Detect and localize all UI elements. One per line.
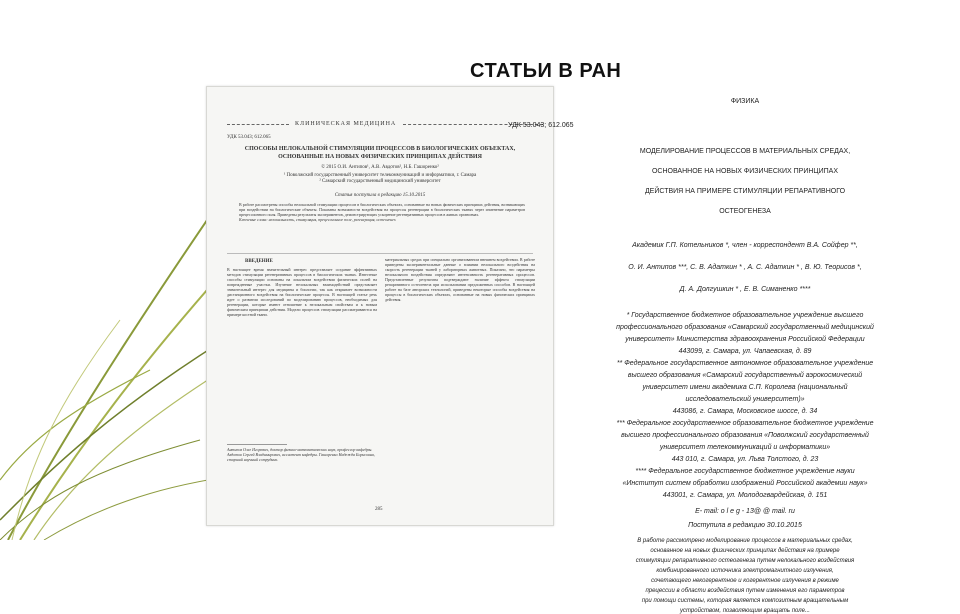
article-title-line: ОСТЕОГЕНЕЗА bbox=[719, 208, 771, 215]
article-affiliation-line: *** Федеральное государственное образовательное бюджетное учреждение bbox=[616, 420, 874, 427]
article-abstract-line: стимуляции репаративного остеогенеза путем нелокального воздействия bbox=[635, 558, 855, 564]
scan-title-line: ОСНОВАННЫЕ НА НОВЫХ ФИЗИЧЕСКИХ ПРИНЦИПАХ ДЕЙСТВИЯ bbox=[278, 154, 482, 160]
scan-divider bbox=[227, 253, 533, 254]
article-affiliation-line: 443 010, г. Самара, ул. Льва Толстого, д. 23 bbox=[671, 456, 819, 463]
article-scan bbox=[206, 86, 554, 526]
article-affiliation-line: ** Федеральное государственное автономное образовательное учреждение bbox=[616, 360, 874, 367]
article-affiliation-line: 443086, г. Самара, Московское шоссе, д. 34 bbox=[672, 408, 818, 415]
scan-affiliations bbox=[227, 173, 533, 185]
article-affiliation-line: университет имени академика С.П. Королева (национальный bbox=[642, 384, 848, 391]
article-udk: УДК 53.043; 612.065 bbox=[508, 122, 574, 129]
article-affiliation-line: 443099, г. Самара, ул. Чапаевская, д. 89 bbox=[678, 348, 812, 355]
scan-left-text: В настоящее время значительный интерес представляет создание эффективных методов стимуляции регенеративных процессов в биологических тканях. Известные способы стимуляции основаны на локальном воздействии физических полей на поврежденные участки. Изучение нелокальных взаимодействий представляет значительный интерес для медицины и биологии, так как открывает возможности дистанционного воздействия на биологические процессы. В настоящей статье речь идет о развитии исследований по моделированию процессов, необходимых для регенерации, которые имеют отношение к нелокальным свойствам и к новым физическим принципам действия. Модели процессов стимуляции рассматриваются на примере костной ткани. bbox=[227, 267, 377, 317]
article-abstract-line: основанное на новых физических принципах действия на примере bbox=[650, 548, 840, 554]
scan-abstract-text: В работе рассмотрены способы нелокальной стимуляции процессов в биологических объектах, основанные на новых физических принципах действия, возникающих при воздействии на биологические объекты. Показаны возможности воздействия на процессы регенерации в биологических тканях через изменение параметров прецессионного поля. Приведены результаты экспериментов, демонстрирующих ускорение регенеративных процессов в живых организмах. bbox=[239, 202, 525, 217]
slide-title: СТАТЬИ В РАН bbox=[470, 60, 622, 82]
article-authors-line: Академик Г.П. Котельников *, член - корреспондент В.А. Сойфер **, bbox=[632, 242, 858, 249]
article-abstract-line: комбинированного источника электромагнитного излучения, bbox=[656, 568, 834, 574]
scan-right-column bbox=[385, 257, 535, 302]
article-title-line: ОСНОВАННОЕ НА НОВЫХ ФИЗИЧЕСКИХ ПРИНЦИПАХ bbox=[651, 168, 838, 175]
scan-page-number: 285 bbox=[375, 507, 383, 512]
scan-title-line: СПОСОБЫ НЕЛОКАЛЬНОЙ СТИМУЛЯЦИИ ПРОЦЕССОВ В БИОЛОГИЧЕСКИХ ОБЪЕКТАХ, bbox=[244, 146, 516, 152]
article-abstract-line: при помощи системы, которая является композитным вращательным bbox=[641, 598, 849, 604]
scan-footnote: Антипов Олег Игоревич, доктор физико-математических наук, профессор кафедры. Авдотов Сергей Владимирович, ассистент кафедры. Гашоренко Надежда Борисовна, старший научный сотрудник. bbox=[227, 447, 377, 462]
article-affiliation-line: высшего образования «Самарский государственный аэрокосмический bbox=[627, 372, 863, 379]
article-affiliation-line: 443001, г. Самара, ул. Молодогвардейская, д. 151 bbox=[662, 492, 828, 499]
scan-rubric: КЛИНИЧЕСКАЯ МЕДИЦИНА bbox=[295, 121, 545, 127]
article-abstract-line: устройством, позволяющим вращать поле... bbox=[680, 608, 810, 614]
scan-title bbox=[227, 145, 533, 161]
article-abstract-line: В работе рассмотрено моделирование процессов в материальных средах, bbox=[637, 538, 853, 544]
article-affiliation-line: высшего профессионального образования «Поволжский государственный bbox=[621, 432, 869, 439]
scan-udk: УДК 53.043; 612.065 bbox=[227, 135, 271, 140]
article-affiliation-line: **** Федеральное государственное бюджетное учреждение науки bbox=[635, 468, 855, 475]
scan-abstract bbox=[239, 202, 525, 222]
scan-keywords: Ключевые слова: нелокальность, стимуляция, прецессионное поле, регенерация, остеогенез. bbox=[239, 217, 397, 222]
scan-affiliation-line: ¹ Поволжский государственный университет телекоммуникаций и информатики, г. Самара bbox=[283, 173, 477, 178]
article-title-line: МОДЕЛИРОВАНИЕ ПРОЦЕССОВ В МАТЕРИАЛЬНЫХ СРЕДАХ, bbox=[639, 148, 851, 155]
scan-intro-heading: ВВЕДЕНИЕ bbox=[245, 259, 273, 264]
article-authors-line: О. И. Антипов ***, С. В. Адаткин * , А. С. Адаткин * , В. Ю. Теорисов *, bbox=[628, 264, 862, 271]
article-affiliation-line: профессионального образования «Самарский государственный медицинский bbox=[616, 324, 874, 331]
article-affiliation-line: * Государственное бюджетное образовательное учреждение высшего bbox=[626, 312, 864, 319]
article-affiliation-line: «Институт систем обработки изображений Российской академии наук» bbox=[622, 480, 868, 487]
article-section: ФИЗИКА bbox=[730, 98, 760, 105]
scan-right-text: материальных средах при специально организованном внешнем воздействии. В работе приведены экспериментальные данные о влиянии нелокального воздействия на скорость регенерации тканей у лабораторных животных. Показано, что параметры нелокального воздействия определяют интенсивность регенеративных процессов. Представленные результаты подтверждают наличие эффекта стимуляции репаративного остеогенеза при использовании предложенных способов. В настоящей работе на базе авторских технологий, приведены некоторые способы воздействия на процессы в биологических объектах, основанные на новых физических принципах действия. bbox=[385, 257, 535, 302]
article-affiliation-line: университет» Министерства здравоохранения Российской Федерации bbox=[625, 336, 865, 343]
article-authors-line: Д. А. Долгушкин * , Е. В. Симаненко **** bbox=[679, 286, 811, 293]
article-title-line: ДЕЙСТВИЯ НА ПРИМЕРЕ СТИМУЛЯЦИИ РЕПАРАТИВНОГО bbox=[644, 188, 846, 195]
scan-left-column bbox=[227, 257, 377, 317]
article-received: Поступила в редакцию 30.10.2015 bbox=[688, 522, 802, 529]
scan-affiliation-line: ² Самарский государственный медицинский университет bbox=[319, 179, 441, 184]
article-abstract-line: прецессии в области воздействия путем изменения его параметров bbox=[645, 588, 845, 594]
article-abstract-line: сочетающего некогерентное и когерентное излучения в режиме bbox=[651, 578, 839, 584]
article-email: E- mail: o l e g - 13@ @ mail. ru bbox=[695, 508, 795, 515]
article-affiliation-line: университет телекоммуникаций и информатики» bbox=[659, 444, 831, 451]
scan-received: Статья поступила в редакцию 15.10.2015 bbox=[334, 193, 426, 198]
article-affiliation-line: исследовательский университет)» bbox=[685, 396, 805, 403]
scan-authors: © 2015 О.И. Антипов¹, А.В. Авдотов², Н.Б. Гашоренко² bbox=[321, 165, 439, 170]
